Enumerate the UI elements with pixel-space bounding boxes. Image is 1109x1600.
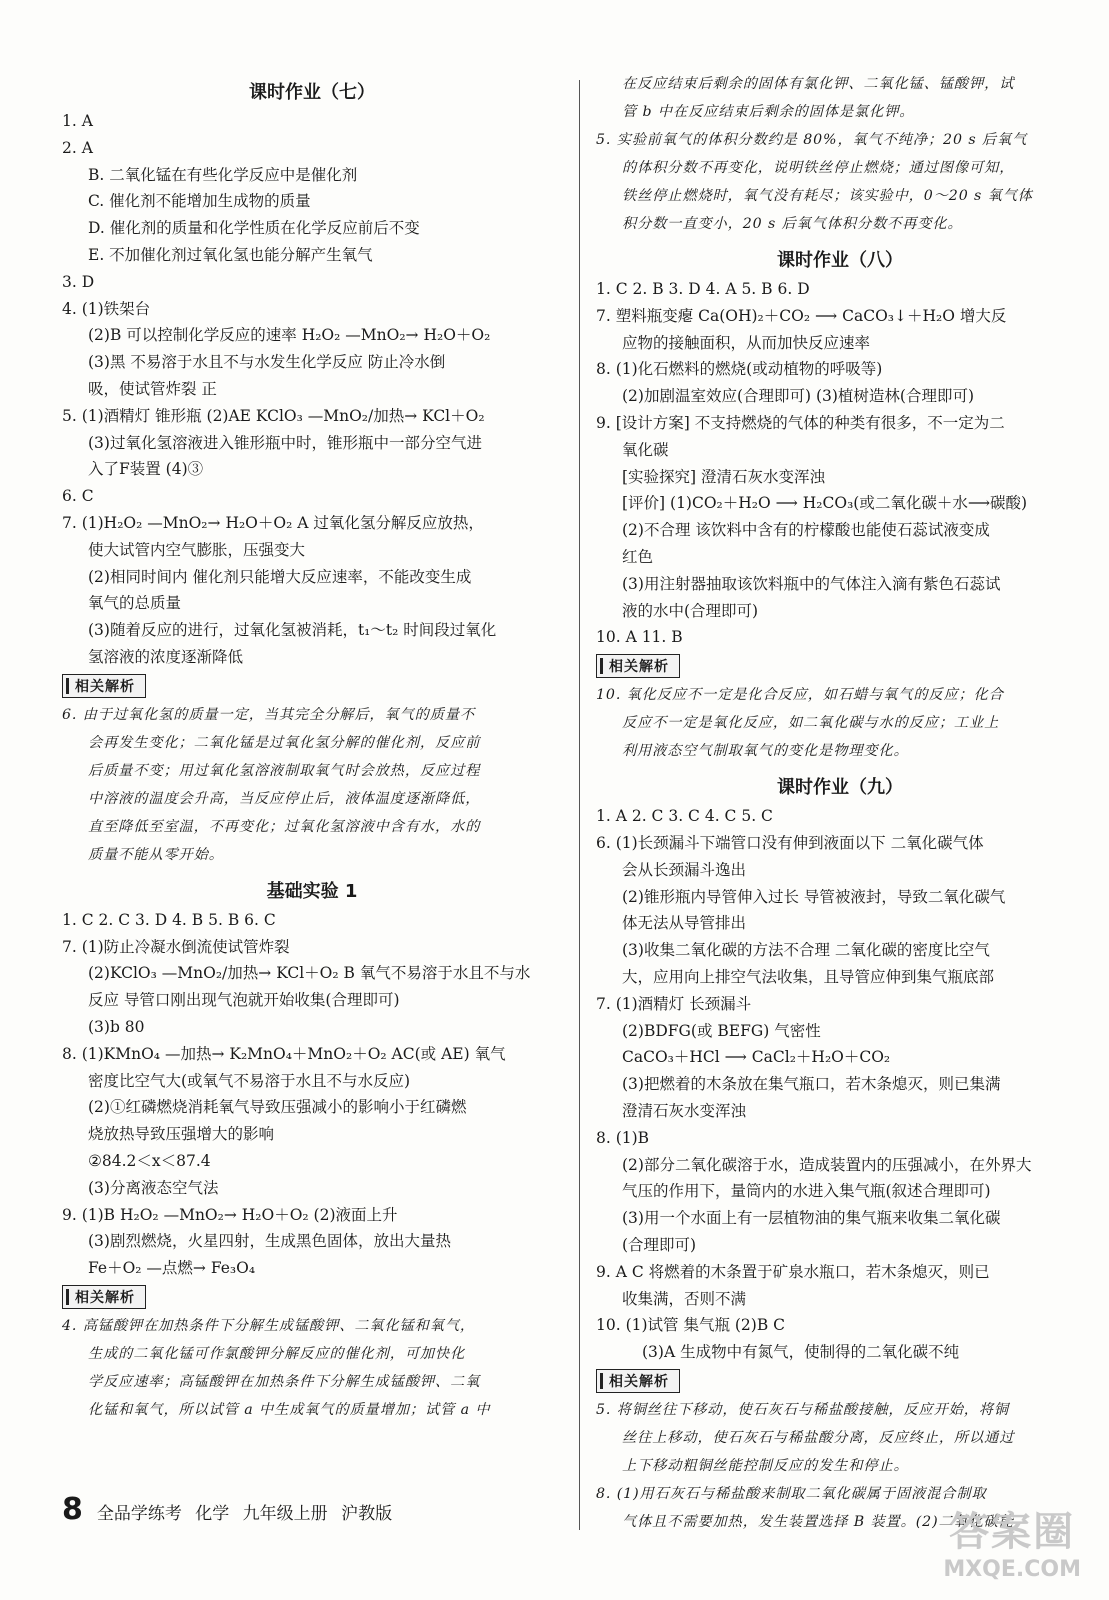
answer-line: 红色	[622, 547, 654, 566]
analysis-line: 气体且不需要加热，发生装置选择 B 装置。(2)二氧化碳能	[622, 1513, 1014, 1530]
analysis-line: 在反应结束后剩余的固体有氯化钾、二氧化锰、锰酸钾，试	[622, 76, 1015, 92]
answer-line: 氧气的总质量	[88, 594, 182, 613]
answer-line: (2)KClO₃ —MnO₂/加热→ KCl＋O₂ B 氧气不易溶于水且不与水	[88, 964, 531, 983]
answer-line: [实验探究] 澄清石灰水变浑浊	[622, 467, 826, 486]
answer-line: 大，应用向上排空气法收集，且导管应伸到集气瓶底部	[622, 967, 995, 986]
analysis-line: 铁丝停止燃烧时，氧气没有耗尽；该实验中，0～20 s 氧气体	[622, 188, 1033, 204]
watermark-logo: 答案圈	[949, 1509, 1076, 1555]
answer-line: 会从长颈漏斗逸出	[622, 860, 747, 879]
answer-line: 10. (1)试管 集气瓶 (2)B C	[596, 1316, 786, 1335]
analysis-line: 丝往上移动，使石灰石与稀盐酸分离，反应终止，所以通过	[622, 1429, 1015, 1446]
answer-line: (3)A 生成物中有氮气，使制得的二氧化碳不纯	[642, 1343, 960, 1362]
analysis-line: 化锰和氧气，所以试管 a 中生成氧气的质量增加；试管 a 中	[88, 1401, 491, 1418]
answer-line: 氢溶液的浓度逐渐降低	[88, 647, 244, 666]
analysis-line: 质量不能从零开始。	[88, 846, 224, 863]
answer-line: 4. (1)铁架台	[62, 299, 151, 318]
answer-line: 3. D	[62, 272, 95, 291]
answer-line: 气压的作用下，量筒内的水进入集气瓶(叙述合理即可)	[622, 1182, 991, 1201]
analysis-line: 上下移动粗铜丝能控制反应的发生和停止。	[622, 1457, 909, 1474]
analysis-line: 学反应速率；高锰酸钾在加热条件下分解生成锰酸钾、二氧	[88, 1373, 481, 1390]
answer-line: D. 催化剂的质量和化学性质在化学反应前后不变	[88, 219, 420, 238]
analysis-line: 的体积分数不再变化，说明铁丝停止燃烧；通过图像可知，	[622, 160, 1015, 176]
section-title: 课时作业（九）	[777, 777, 903, 799]
answer-line: 5. (1)酒精灯 锥形瓶 (2)AE KClO₃ —MnO₂/加热→ KCl＋O₂	[62, 406, 485, 425]
answer-line: Fe＋O₂ —点燃→ Fe₃O₄	[88, 1259, 256, 1278]
analysis-line: 后质量不变；用过氧化氢溶液制取氧气时会放热，反应过程	[88, 762, 481, 779]
answer-line: 收集满，否则不满	[622, 1289, 747, 1308]
analysis-tag: 相关解析	[596, 1369, 680, 1393]
answer-line: 6. C	[62, 487, 94, 506]
answer-line: 液的水中(合理即可)	[622, 601, 759, 620]
section-title: 课时作业（八）	[777, 250, 903, 271]
answer-line: (3)收集二氧化碳的方法不合理 二氧化碳的密度比空气	[622, 941, 990, 960]
left-column	[62, 70, 562, 1424]
footer-text: 全品学练考 化学 九年级上册 沪教版	[96, 1504, 393, 1524]
answer-line: 反应 导管口刚出现气泡就开始收集(合理即可)	[88, 991, 400, 1010]
answer-line: (3)用一个水面上有一层植物油的集气瓶来收集二氧化碳	[622, 1209, 1001, 1228]
analysis-line: 6. 由于过氧化氢的质量一定，当其完全分解后，氧气的质量不	[62, 706, 476, 723]
answer-line: ②84.2＜x＜87.4	[88, 1151, 211, 1170]
answer-line: 7. (1)防止冷凝水倒流使试管炸裂	[62, 937, 290, 956]
answer-line: 入了F装置 (4)③	[88, 460, 204, 479]
answer-line: (3)b 80	[88, 1017, 145, 1036]
answer-line: (2)加剧温室效应(合理即可) (3)植树造林(合理即可)	[622, 387, 975, 406]
answer-line: 使大试管内空气膨胀，压强变大	[88, 540, 306, 559]
answer-line: (2)锥形瓶内导管伸入过长 导管被液封，导致二氧化碳气	[622, 887, 1006, 906]
analysis-line: 会再发生变化；二氧化锰是过氧化氢分解的催化剂，反应前	[88, 734, 481, 751]
answer-line: 烧放热导致压强增大的影响	[88, 1125, 275, 1144]
answer-line: 1. C 2. C 3. D 4. B 5. B 6. C	[62, 910, 276, 929]
answer-line: (3)分离液态空气法	[88, 1178, 219, 1197]
answer-line: (3)用注射器抽取该饮料瓶中的气体注入滴有紫色石蕊试	[622, 574, 1001, 593]
answer-line: CaCO₃＋HCl ⟶ CaCl₂＋H₂O＋CO₂	[622, 1048, 891, 1067]
answer-line: (2)①红磷燃烧消耗氧气导致压强减小的影响小于红磷燃	[88, 1098, 467, 1117]
analysis-line: 中溶液的温度会升高，当反应停止后，液体温度逐渐降低，	[88, 790, 481, 807]
answer-line: 8. (1)B	[596, 1128, 650, 1147]
answer-line: 10. A 11. B	[596, 628, 683, 647]
answer-line: (3)黑 不易溶于水且不与水发生化学反应 防止冷水倒	[88, 353, 446, 372]
analysis-line: 5. 实验前氧气的体积分数约是 80%，氧气不纯净；20 s 后氧气	[596, 132, 1028, 148]
watermark	[943, 1500, 1081, 1582]
analysis-line: 直至降低至室温，不再变化；过氧化氢溶液中含有水，水的	[88, 818, 481, 835]
answer-line: 体无法从导管排出	[622, 914, 747, 933]
answer-line: 密度比空气大(或氧气不易溶于水且不与水反应)	[88, 1071, 411, 1090]
answer-line: 1. A 2. C 3. C 4. C 5. C	[596, 807, 773, 826]
answer-line: 9. (1)B H₂O₂ —MnO₂→ H₂O＋O₂ (2)液面上升	[62, 1205, 398, 1224]
analysis-line: 5. 将铜丝往下移动，使石灰石与稀盐酸接触，反应开始，将铜	[596, 1401, 1010, 1418]
analysis-tag-row	[596, 651, 1084, 681]
section-title: 基础实验 1	[266, 880, 358, 902]
answer-line: 8. (1)化石燃料的燃烧(或动植物的呼吸等)	[596, 360, 883, 379]
analysis-tag-row	[596, 1366, 1084, 1396]
analysis-line: 管 b 中在反应结束后剩余的固体是氯化钾。	[622, 104, 915, 120]
answer-line: 9. [设计方案] 不支持燃烧的气体的种类有很多，不一定为二	[596, 413, 1005, 432]
answer-line: 6. (1)长颈漏斗下端管口没有伸到液面以下 二氧化碳气体	[596, 833, 984, 852]
analysis-tag: 相关解析	[62, 674, 146, 698]
right-column	[596, 70, 1084, 1536]
answer-line: (2)B 可以控制化学反应的速率 H₂O₂ —MnO₂→ H₂O＋O₂	[88, 326, 491, 345]
answer-line: 1. C 2. B 3. D 4. A 5. B 6. D	[596, 280, 810, 298]
answer-line: 澄清石灰水变浑浊	[622, 1101, 747, 1120]
answer-line: (3)把燃着的木条放在集气瓶口，若木条熄灭，则已集满	[622, 1075, 1001, 1094]
answer-line: 8. (1)KMnO₄ —加热→ K₂MnO₄＋MnO₂＋O₂ AC(或 AE) 氧气	[62, 1044, 506, 1063]
answer-line: C. 催化剂不能增加生成物的质量	[88, 192, 311, 211]
answer-line: (3)随着反应的进行，过氧化氢被消耗，t₁～t₂ 时间段过氧化	[88, 621, 497, 640]
answer-line: 氧化碳	[622, 440, 669, 459]
analysis-line: 8. (1)用石灰石与稀盐酸来制取二氧化碳属于固液混合制取	[596, 1485, 987, 1502]
answer-line: B. 二氧化锰在有些化学反应中是催化剂	[88, 165, 358, 184]
analysis-tag-row	[62, 671, 562, 701]
answer-line: 9. A C 将燃着的木条置于矿泉水瓶口，若木条熄灭，则已	[596, 1262, 990, 1281]
section-title: 课时作业（七）	[249, 82, 375, 103]
analysis-tag: 相关解析	[62, 1285, 146, 1309]
answer-line: 7. (1)酒精灯 长颈漏斗	[596, 994, 752, 1013]
column-divider	[579, 80, 580, 1530]
answer-line: (2)不合理 该饮料中含有的柠檬酸也能使石蕊试液变成	[622, 521, 990, 540]
watermark-url: MXQE.COM	[943, 1557, 1081, 1582]
answer-line: 2. A	[62, 138, 93, 157]
analysis-tag: 相关解析	[596, 654, 680, 678]
answer-line: 吸，使试管炸裂 正	[88, 379, 217, 398]
answer-line: (3)过氧化氢溶液进入锥形瓶中时，锥形瓶中一部分空气进	[88, 433, 482, 452]
answer-line: 1. A	[62, 112, 93, 130]
analysis-line: 4. 高锰酸钾在加热条件下分解生成锰酸钾、二氧化锰和氧气，	[62, 1317, 476, 1334]
analysis-tag-row	[62, 1282, 562, 1312]
answer-line: 7. 塑料瓶变瘪 Ca(OH)₂＋CO₂ ⟶ CaCO₃↓＋H₂O 增大反	[596, 306, 1007, 325]
analysis-line: 生成的二氧化锰可作氯酸钾分解反应的催化剂，可加快化	[88, 1345, 466, 1362]
analysis-line: 积分数一直变小，20 s 后氧气体积分数不再变化。	[622, 216, 963, 232]
answer-line: (合理即可)	[622, 1235, 697, 1254]
analysis-line: 10. 氧化反应不一定是化合反应，如石蜡与氧气的反应；化合	[596, 687, 1004, 704]
answer-line: (2)相同时间内 催化剂只能增大反应速率，不能改变生成	[88, 567, 472, 586]
answer-line: 7. (1)H₂O₂ —MnO₂→ H₂O＋O₂ A 过氧化氢分解反应放热，	[62, 513, 484, 532]
answer-line: [评价] (1)CO₂＋H₂O ⟶ H₂CO₃(或二氧化碳＋水⟶碳酸)	[622, 494, 1028, 513]
answer-line: 应物的接触面积，从而加快反应速率	[622, 333, 871, 352]
answer-line: E. 不加催化剂过氧化氢也能分解产生氧气	[88, 245, 373, 264]
analysis-line: 反应不一定是氧化反应，如二氧化碳与水的反应；工业上	[622, 715, 1000, 732]
page-number: 8	[62, 1492, 83, 1527]
answer-line: (2)BDFG(或 BEFG) 气密性	[622, 1021, 821, 1040]
page-footer	[62, 1492, 392, 1527]
analysis-line: 利用液态空气制取氧气的变化是物理变化。	[622, 743, 909, 760]
answer-line: (3)剧烈燃烧，火星四射，生成黑色固体，放出大量热	[88, 1232, 451, 1251]
answer-line: (2)部分二氧化碳溶于水，造成装置内的压强减小，在外界大	[622, 1155, 1032, 1174]
